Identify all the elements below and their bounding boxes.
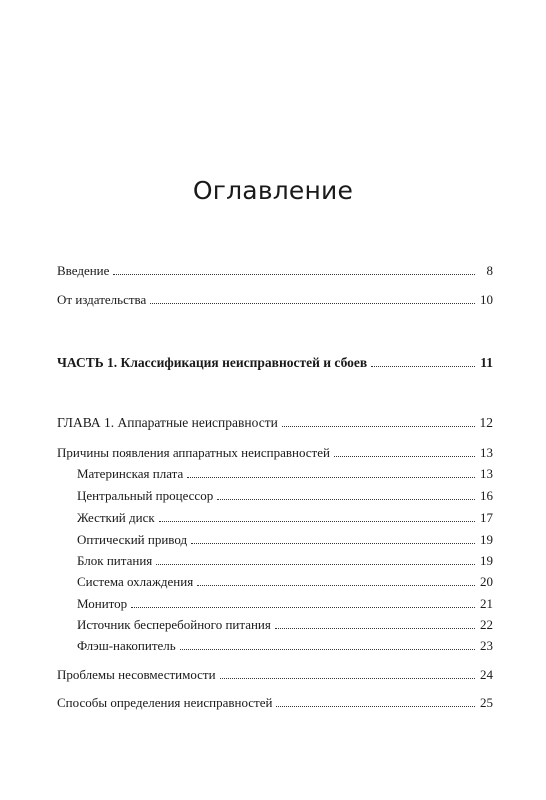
- toc-entry-cooling[interactable]: [77, 574, 493, 590]
- toc-entry-page: 10: [480, 292, 493, 307]
- dot-leader: [150, 303, 475, 304]
- toc-entry-label: Источник бесперебойного питания: [77, 617, 271, 632]
- toc-entry-label: Блок питания: [77, 553, 153, 568]
- dot-leader: [276, 706, 475, 707]
- toc-entry-label: Центральный процессор: [77, 488, 214, 503]
- page-title: Оглавление: [192, 176, 354, 205]
- dot-leader: [371, 366, 475, 367]
- dot-leader: [159, 521, 475, 522]
- toc-entry-hard-disk[interactable]: [77, 510, 493, 526]
- toc-entry-page: 11: [480, 355, 493, 370]
- toc-entry-label: Оптический привод: [77, 532, 188, 547]
- toc-entry-motherboard[interactable]: [77, 466, 493, 482]
- toc-entry-flash-drive[interactable]: [77, 638, 493, 654]
- toc-entry-label: Способы определения неисправностей: [57, 695, 273, 710]
- dot-leader: [180, 649, 475, 650]
- dot-leader: [220, 678, 475, 679]
- toc-entry-label: Монитор: [77, 596, 128, 611]
- toc-entry-label: Причины появления аппаратных неисправностей: [57, 445, 330, 460]
- dot-leader: [131, 607, 475, 608]
- dot-leader: [282, 426, 475, 427]
- toc-entry-label: Материнская плата: [77, 466, 184, 481]
- toc-entry-page: 8: [486, 263, 493, 278]
- toc-entry-ups[interactable]: [77, 617, 493, 633]
- toc-entry-chapter-1[interactable]: [57, 415, 493, 431]
- toc-entry-publisher[interactable]: [57, 292, 493, 308]
- toc-entry-page: 17: [480, 510, 493, 525]
- dot-leader: [156, 564, 475, 565]
- toc-entry-page: 21: [480, 596, 493, 611]
- toc-entry-part-1[interactable]: [57, 355, 493, 371]
- toc-entry-label: От издательства: [57, 292, 147, 307]
- toc-entry-optical-drive[interactable]: [77, 532, 493, 548]
- toc-entry-label: ЧАСТЬ 1. Классификация неисправностей и сбоев: [57, 355, 368, 370]
- dot-leader: [191, 543, 475, 544]
- toc-entry-cpu[interactable]: [77, 488, 493, 504]
- dot-leader: [197, 585, 475, 586]
- dot-leader: [217, 499, 475, 500]
- toc-entry-label: Проблемы несовместимости: [57, 667, 216, 682]
- toc-entry-page: 13: [480, 466, 493, 481]
- toc-entry-page: 16: [480, 488, 493, 503]
- toc-entry-page: 12: [479, 415, 493, 430]
- toc-entry-label: Флэш-накопитель: [77, 638, 176, 653]
- toc-entry-power-supply[interactable]: [77, 553, 493, 569]
- toc-entry-hardware-causes[interactable]: [57, 445, 493, 461]
- toc-entry-page: 24: [480, 667, 493, 682]
- toc-entry-incompatibility[interactable]: [57, 667, 493, 683]
- toc-entry-page: 19: [480, 553, 493, 568]
- toc-entry-introduction[interactable]: [57, 263, 493, 279]
- toc-entry-page: 13: [480, 445, 493, 460]
- toc-entry-diagnostics[interactable]: [57, 695, 493, 711]
- dot-leader: [187, 477, 475, 478]
- toc-entry-page: 22: [480, 617, 493, 632]
- toc-entry-label: Система охлаждения: [77, 574, 194, 589]
- toc-entry-page: 25: [480, 695, 493, 710]
- dot-leader: [334, 456, 475, 457]
- toc-entry-page: 19: [480, 532, 493, 547]
- toc-entry-page: 20: [480, 574, 493, 589]
- toc-entry-monitor[interactable]: [77, 596, 493, 612]
- toc-entry-page: 23: [480, 638, 493, 653]
- dot-leader: [275, 628, 475, 629]
- toc-entry-label: Введение: [57, 263, 110, 278]
- dot-leader: [113, 274, 475, 275]
- toc-entry-label: Жесткий диск: [77, 510, 155, 525]
- toc-entry-label: ГЛАВА 1. Аппаратные неисправности: [57, 415, 278, 430]
